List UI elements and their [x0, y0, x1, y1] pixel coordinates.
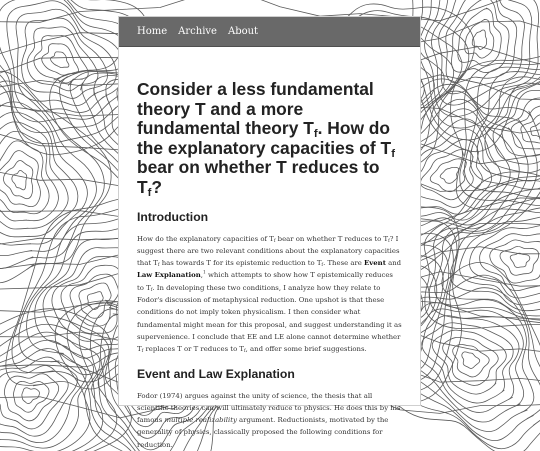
page-column: [119, 17, 420, 449]
footnote-link[interactable]: 1: [203, 271, 206, 277]
introduction-heading: Introduction: [137, 209, 209, 224]
article-title: Consider a less fundamental theory T and a more fundamental theory $T_f$. How do the explanatory capacities of $T_f$ bear on whether T reduces to $T_f$?: [137, 79, 395, 199]
event-law-explanation-heading: Event and Law Explanation: [137, 366, 295, 381]
navbar: [119, 17, 420, 47]
nav-home-link[interactable]: Home: [137, 26, 168, 37]
article: [119, 80, 420, 451]
introduction-paragraph: How do the explanatory capacities of $T_f$ bear on whether T reduces to $T_f$? I suggest there are two relevant conditions about the explanatory capacities that $T_f$ has towards T for its epistemic reduction to $T_f$. These are Event and Law Explanation,$^1$ which attempts to show how T epistemically reduces to $T_f$. In developing these two conditions, I analyze how they relate to Fodor's discussion of metaphysical reduction. One upshot is that these conditions do not imply token physicalism. I then consider what fundamental might mean for this proposal, and suggest understanding it as supervenience. I conclude that EE and LE alone cannot determine whether $T_f$ replaces T or T reduces to $T_f$, and offer some brief suggestions.: [137, 234, 402, 355]
nav-about-link[interactable]: About: [227, 26, 259, 37]
nav-archive-link[interactable]: Archive: [178, 26, 217, 37]
event-law-paragraph: Fodor (1974) argues against the unity of science, the thesis that all scientific theories can/will ultimately reduce to physics. He does this by his famous multiple realizability argument. Reductionists, motivated by the generality of physics, classically proposed the following conditions for reduction.: [137, 391, 401, 449]
